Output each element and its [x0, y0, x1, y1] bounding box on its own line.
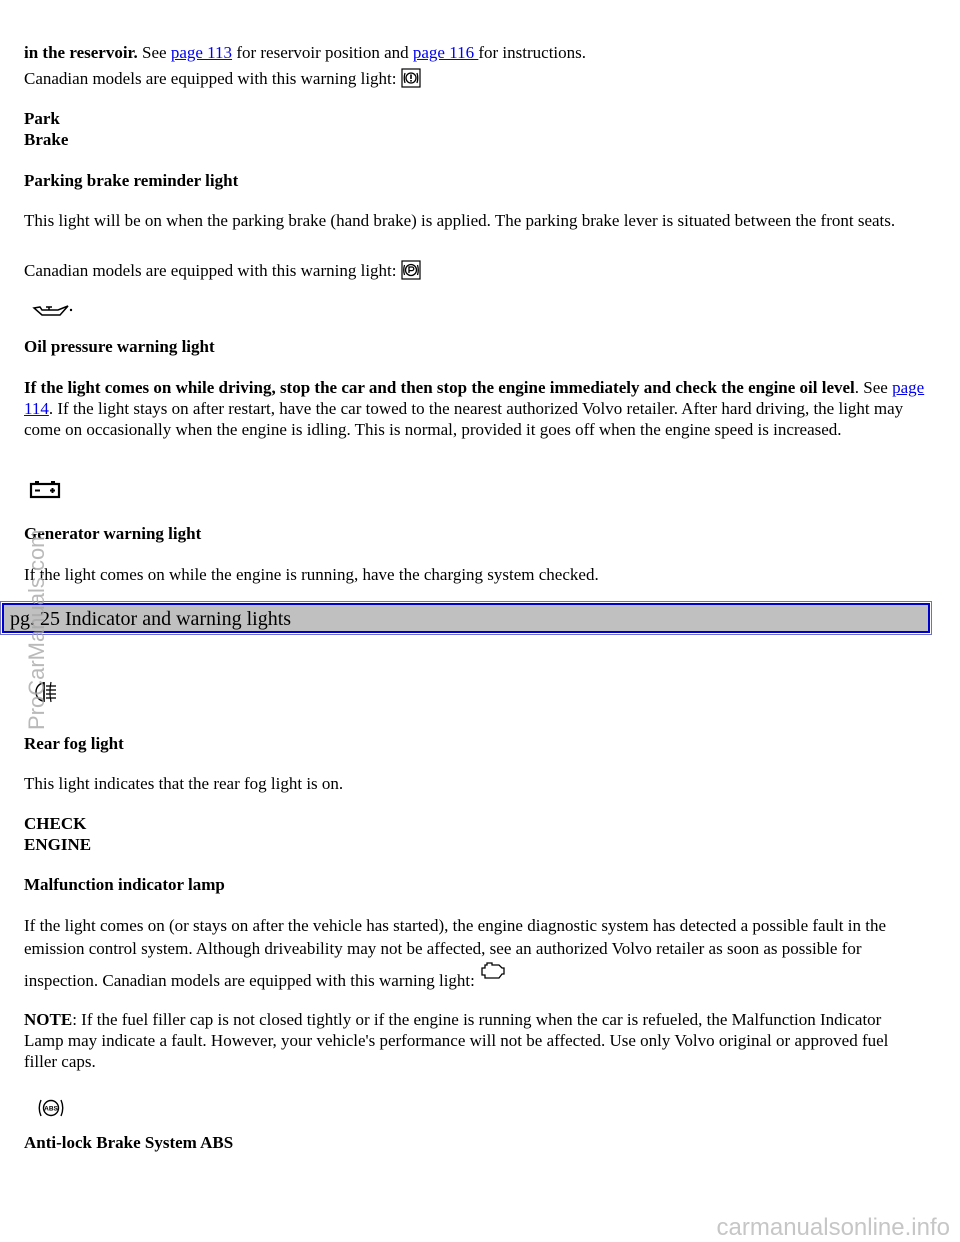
check-engine-symbol-line2: ENGINE — [24, 835, 92, 854]
abs-heading: Anti-lock Brake System ABS — [24, 1133, 234, 1152]
page-114-link[interactable]: page 114 — [24, 378, 925, 418]
svg-text:ABS: ABS — [44, 1105, 58, 1113]
park-brake-heading: Parking brake reminder light — [24, 171, 239, 190]
rear-fog-body: This light indicates that the rear fog light is on. — [24, 774, 344, 793]
oil-can-icon — [32, 302, 74, 318]
check-engine-symbol-line1: CHECK — [24, 814, 87, 833]
note-label: NOTE — [24, 1010, 73, 1029]
canadian-label: Canadian models are equipped with this warning light: — [24, 261, 397, 280]
reservoir-tail: for instructions. — [478, 43, 587, 62]
watermark-bottom — [620, 1214, 950, 1240]
engine-icon — [479, 960, 507, 982]
rear-fog-heading: Rear fog light — [24, 734, 124, 753]
reservoir-see: See — [137, 43, 171, 62]
check-engine-body — [24, 914, 919, 992]
brake-warning-icon — [401, 68, 421, 88]
watermark-bottom-text: carmanualsonline.info — [716, 1214, 950, 1241]
park-brake-symbol-line2: Brake — [24, 130, 69, 149]
page-section-banner — [2, 603, 930, 633]
check-engine-body-text: If the light comes on (or stays on after the vehicle has started), the engine diagnostic system has detected a possible fault in the emission control system. Although driveability may not be affected, see an authorized Volvo retailer as soon as possible for inspection. Canadian models are equipped with this warning light: — [24, 916, 887, 990]
watermark-left — [0, 480, 49, 740]
parking-brake-icon — [401, 260, 421, 280]
oil-pressure-body — [24, 377, 934, 440]
abs-icon — [36, 1096, 66, 1120]
page-113-link[interactable]: page 113 — [170, 43, 233, 62]
generator-heading: Generator warning light — [24, 524, 202, 543]
oil-pressure-see: . See — [854, 378, 893, 397]
generator-body: If the light comes on while the engine is running, have the charging system checked. — [24, 565, 599, 584]
oil-pressure-body-text: . If the light stays on after restart, have the car towed to the nearest authorized Volvo retailer. After hard driving, the light may come on occasionally when the engine is idling. This is normal, provided it goes off when the engine speed is increased. — [24, 399, 904, 439]
check-engine-heading: Malfunction indicator lamp — [24, 875, 225, 894]
note-body: : If the fuel filler cap is not closed tightly or if the engine is running when the car is refueled, the Malfunction Indicator Lamp may indicate a fault. However, your vehicle's performance will not be affected. Use only Volvo original or approved fuel filler caps. — [24, 1010, 889, 1071]
park-brake-symbol-line1: Park — [24, 109, 60, 128]
oil-pressure-heading: Oil pressure warning light — [24, 337, 215, 356]
park-brake-body: This light will be on when the parking brake (hand brake) is applied. The parking brake lever is situated between the front seats. — [24, 211, 896, 230]
reservoir-line — [24, 42, 586, 63]
reservoir-lead: in the reservoir. — [24, 43, 138, 62]
canadian-label: Canadian models are equipped with this warning light: — [24, 69, 397, 88]
watermark-left-text: ProCarManuals.com — [24, 529, 49, 730]
canadian-note-park-brake — [24, 260, 421, 281]
canadian-note-brake-fluid — [24, 68, 421, 89]
banner-title: pg. 25 Indicator and warning lights — [10, 608, 292, 630]
page-116-link[interactable]: page 116 — [412, 43, 479, 62]
oil-pressure-bold-text: If the light comes on while driving, stop the car and then stop the engine immediately and check the engine oil level — [24, 378, 855, 397]
reservoir-mid: for reservoir position and — [232, 43, 413, 62]
note-paragraph — [24, 1009, 919, 1072]
